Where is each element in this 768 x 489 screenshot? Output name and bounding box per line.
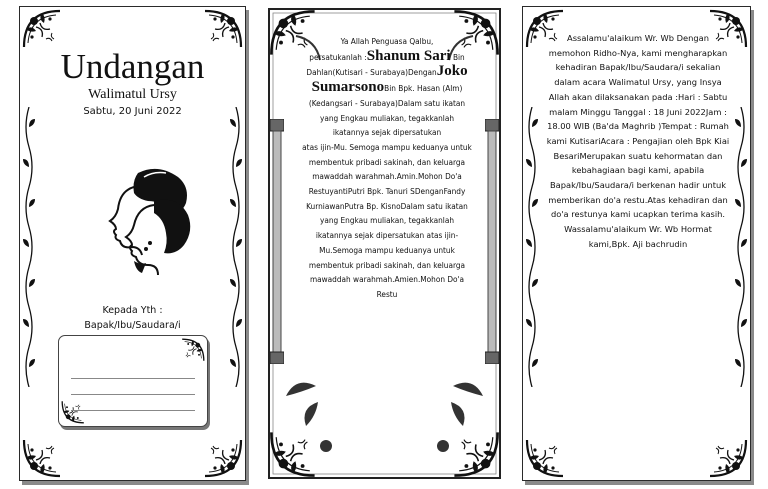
address-line [71, 394, 195, 395]
card-ornament-icon [61, 400, 85, 424]
side-vine-icon [22, 107, 36, 387]
address-line [71, 410, 195, 411]
address-card [58, 335, 208, 427]
prayer-body: atas ijin-Mu. Semoga mampu keduanya untuk membentuk pribadi sakinah, dan keluarga mawaddah warahmah.Amin.Mohon Do'a RestuyantiPutri Bpk. Tanuri SDenganFandy KurniawanPutra Bp. KisnoDalam satu ikatan yang Engkau muliakan, tegakkanlah ikatannya sejak dipersatukan atas ijin-Mu.Semoga mampu keduanya untuk membentuk pribadi sakinah, dan keluarga mawaddah warahmah.Amien.Mohon Do'a Restu [302, 141, 472, 299]
corner-ornament-icon [203, 9, 243, 49]
side-vine-icon [525, 107, 539, 387]
couple-portrait-icon [98, 165, 194, 275]
corner-ornament-icon [22, 9, 62, 49]
corner-ornament-icon [525, 438, 565, 478]
scroll-roller-icon [485, 119, 499, 364]
event-details-text: Assalamu'alaikum Wr. Wb Dengan memohon Ridho-Nya, kami mengharapkan kehadiran Bapak/Ibu/Saudara/i sekalian dalam acara Walimatul Ursy, yang Insya Allah akan dilaksanakan pada :Hari : Sabtu malam Minggu Tanggal : 18 Juni 2022Jam : 18.00 WIB (Ba'da Maghrib )Tempat : Rumah kami KutisariAcara : Pengajian oleh Bpk Kiai BesariMerupakan suatu kehormatan dan kebahagiaan bagi kami, apabila Bapak/Ibu/Saudara/i berkenan hadir untuk memberikan do'a restu.Atas kehadiran dan do'a restunya kami ucapkan terima kasih. Wassalamu'alaikum Wr. Wb Hormat kami,Bpk. Aji bachrudin [546, 33, 730, 249]
side-vine-icon [229, 107, 243, 387]
to-label: Kepada Yth : [102, 305, 163, 316]
bride-name: Shanum Sari [366, 47, 451, 64]
invitation-panel [266, 6, 503, 481]
corner-ornament-icon [203, 438, 243, 478]
details-panel [522, 6, 751, 481]
cover-panel [19, 6, 246, 481]
recipient-label: Bapak/Ibu/Saudara/i [84, 320, 181, 331]
cover-title: Undangan [60, 47, 205, 86]
corner-ornament-icon [22, 438, 62, 478]
cover-date: Sabtu, 20 Juni 2022 [83, 106, 182, 117]
cover-subtitle: Walimatul Ursy [88, 87, 177, 102]
side-vine-icon [734, 107, 748, 387]
bride-parent: Bin Dahlan(Kutisari - Surabaya)Dengan [306, 51, 465, 78]
scroll-roller-icon [270, 119, 284, 364]
invitation-text [302, 34, 472, 302]
corner-ornament-icon [708, 438, 748, 478]
address-line [71, 378, 195, 379]
groom-parent: Bin Bpk. Hasan (Alm)(Kedangsari - Surabaya)Dalam satu ikatan yang Engkau muliakan, tegakkanlah ikatannya sejak dipersatukan [308, 83, 466, 138]
prayer-opening: Ya Allah Penguasa Qalbu, [340, 36, 434, 46]
groom-name: Joko Sumarsono [311, 63, 468, 96]
prayer-persatukan: persatukanlah : [309, 51, 367, 62]
recipient-block [20, 303, 245, 333]
card-ornament-icon [181, 338, 205, 362]
